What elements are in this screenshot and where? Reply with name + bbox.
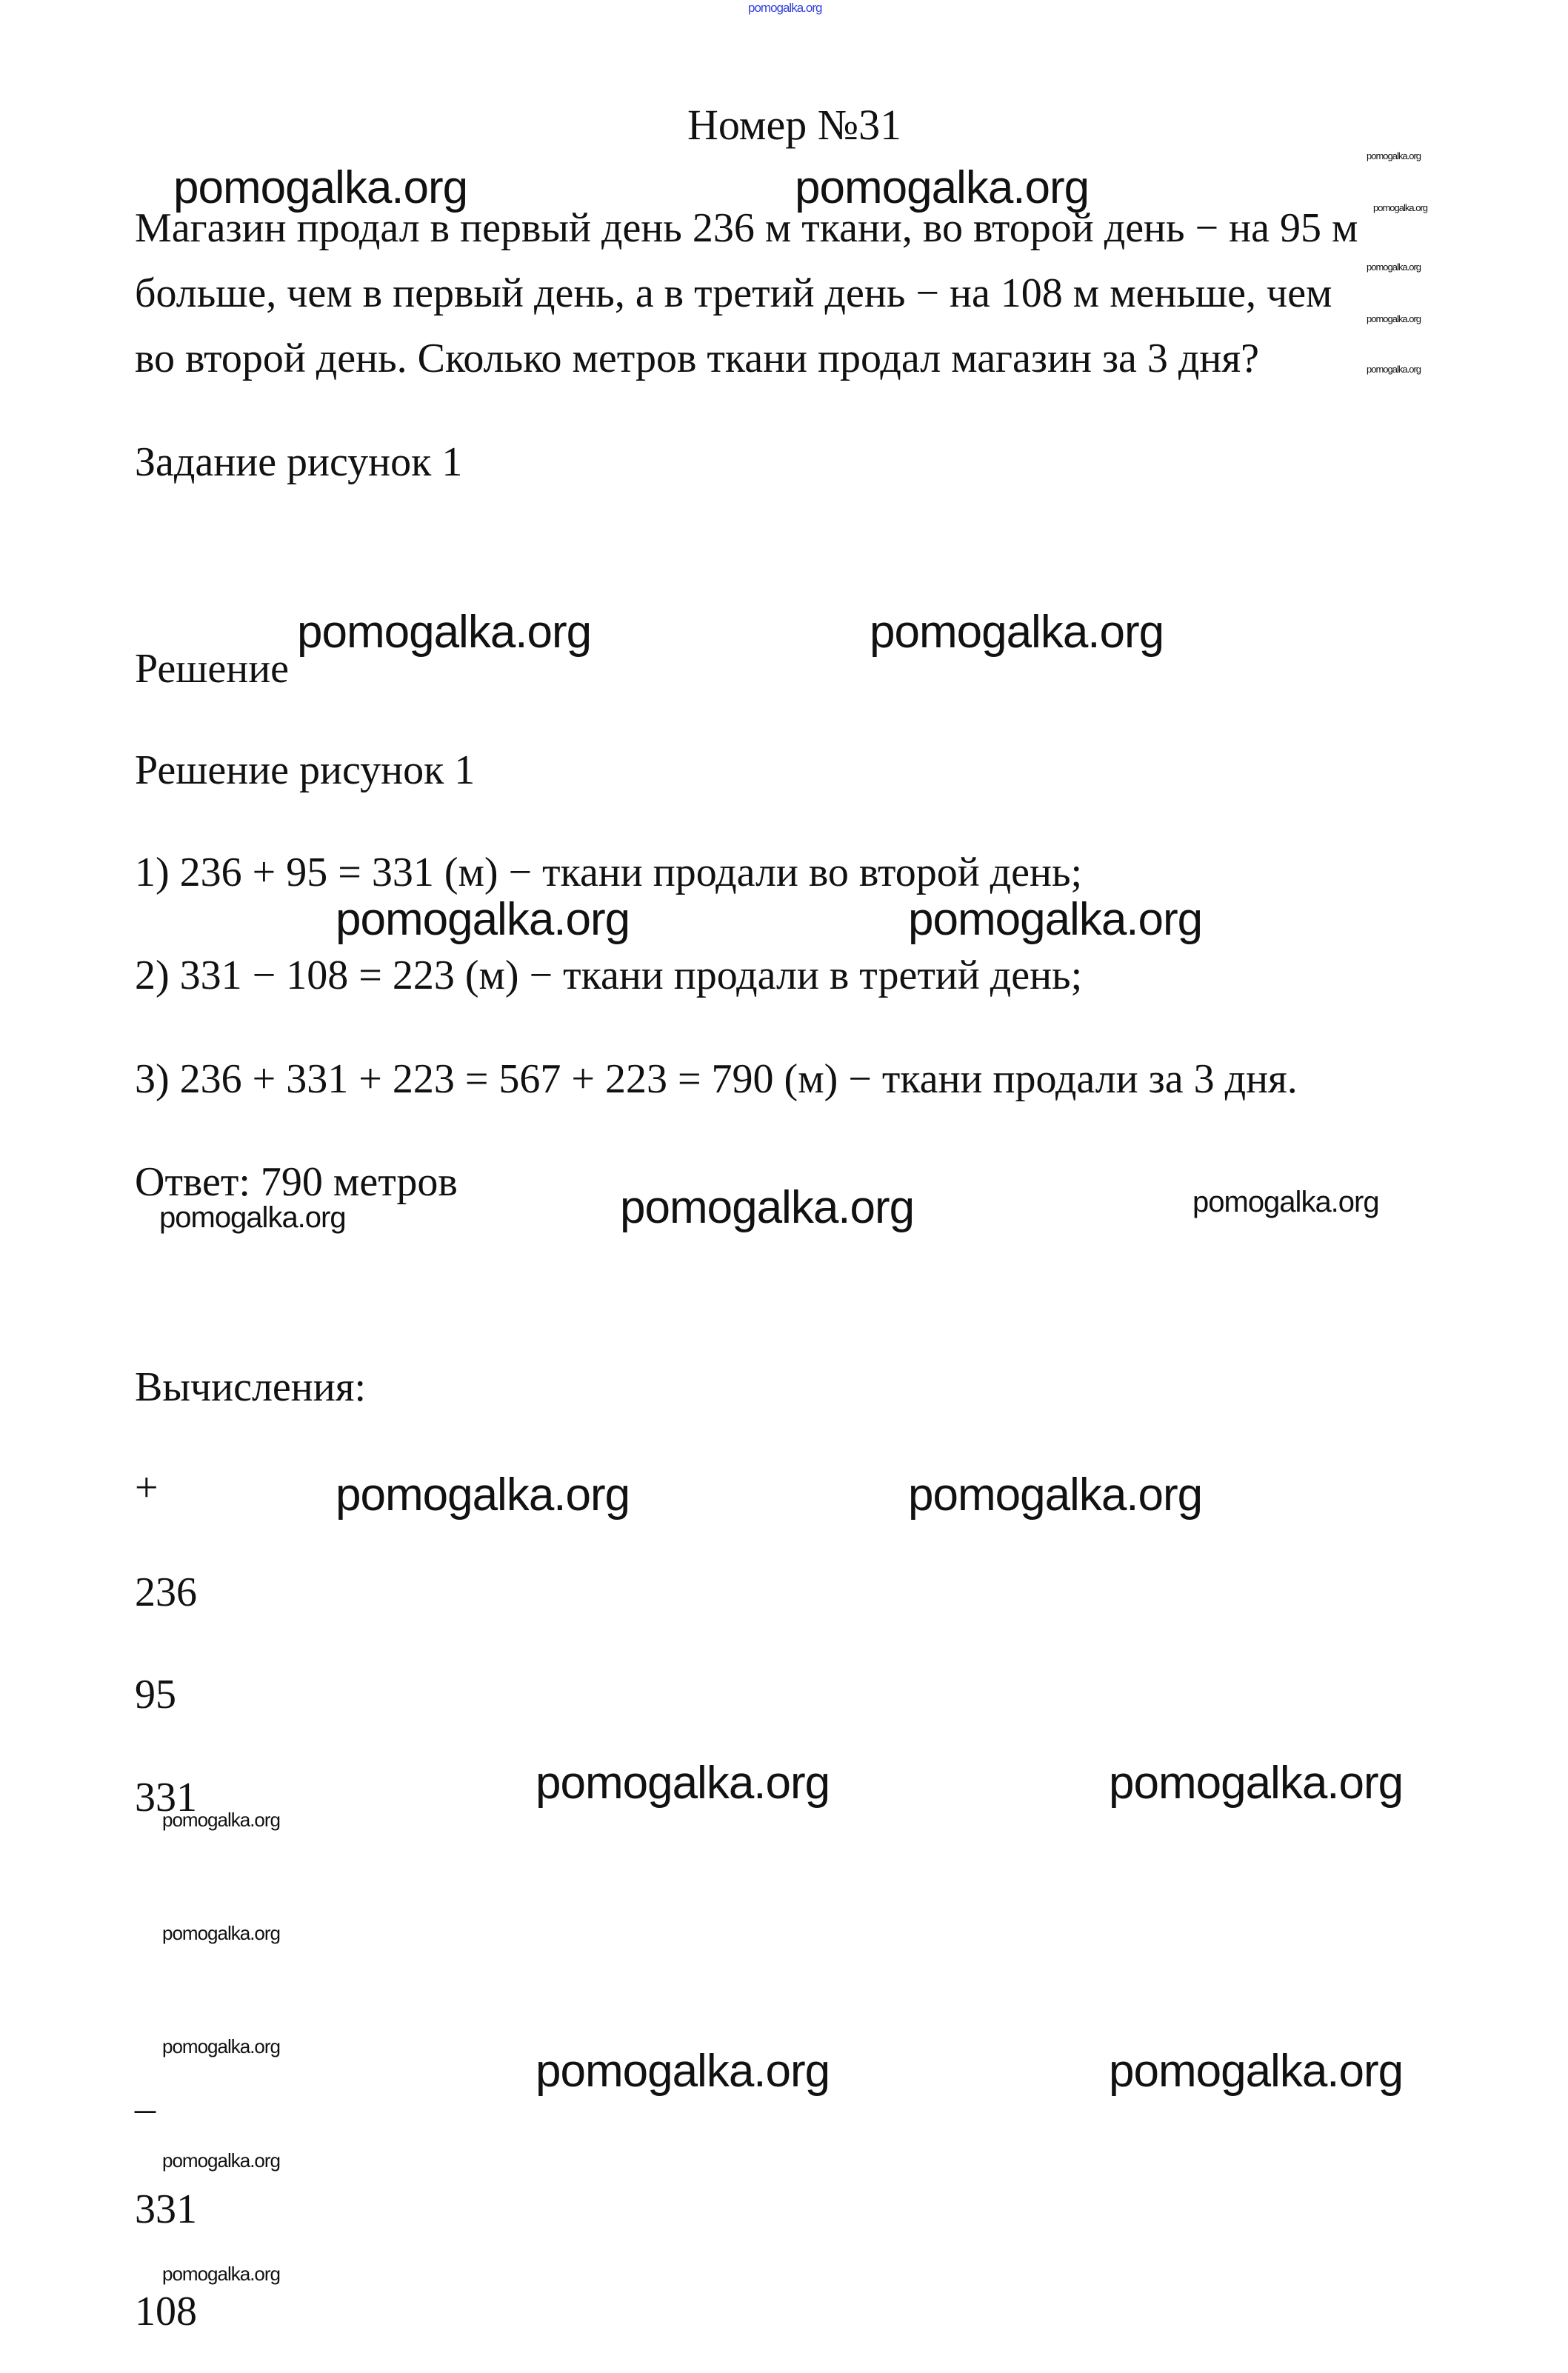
watermark: pomogalka.org [1109,2046,1404,2097]
watermark: pomogalka.org [1367,313,1421,324]
watermark: pomogalka.org [536,1758,830,1809]
watermark: pomogalka.org [162,1922,280,1944]
problem-line-2: больше, чем в первый день, а в третий день − на 108 м меньше, чем [135,270,1332,316]
watermark: pomogalka.org [162,2035,280,2057]
watermark: pomogalka.org [162,2263,280,2285]
watermark: pomogalka.org [1109,1758,1404,1809]
watermark: pomogalka.org [908,1469,1203,1521]
addition-result: 331 [135,1775,197,1820]
watermark: pomogalka.org [870,607,1164,658]
watermark: pomogalka.org [162,2149,280,2172]
watermark: pomogalka.org [1373,202,1427,213]
watermark: pomogalka.org [1367,261,1421,273]
watermark: pomogalka.org [908,894,1203,945]
task-figure-label: Задание рисунок 1 [135,439,463,485]
addition-operand-a: 236 [135,1569,197,1615]
watermark: pomogalka.org [336,1469,630,1521]
watermark: pomogalka.org [1367,150,1421,161]
watermark: pomogalka.org [297,607,592,658]
watermark: pomogalka.org [1192,1186,1379,1218]
watermark: pomogalka.org [159,1201,346,1234]
page-title: Номер №31 [687,101,902,149]
subtraction-operand-a: 331 [135,2186,197,2232]
solution-step-3: 3) 236 + 331 + 223 = 567 + 223 = 790 (м) − ткани продали за 3 дня. [135,1056,1298,1102]
solution-figure-label: Решение рисунок 1 [135,747,476,793]
watermark: pomogalka.org [336,894,630,945]
calculations-heading: Вычисления: [135,1364,367,1410]
answer: Ответ: 790 метров [135,1159,458,1205]
problem-line-1: Магазин продал в первый день 236 м ткани, во второй день − на 95 м [135,205,1358,251]
addition-operand-b: 95 [135,1672,176,1718]
watermark: pomogalka.org [162,1809,280,1831]
solution-step-1: 1) 236 + 95 = 331 (м) − ткани продали во второй день; [135,850,1083,895]
solution-step-2: 2) 331 − 108 = 223 (м) − ткани продали в третий день; [135,952,1083,998]
solution-heading: Решение [135,646,290,692]
subtraction-sign: _ [135,2072,156,2117]
subtraction-operand-b: 108 [135,2289,197,2334]
watermark: pomogalka.org [536,2046,830,2097]
addition-sign: + [135,1465,159,1511]
header-site-link[interactable]: pomogalka.org [748,1,822,15]
watermark: pomogalka.org [173,162,468,213]
watermark: pomogalka.org [620,1182,915,1233]
watermark: pomogalka.org [1367,364,1421,375]
watermark: pomogalka.org [795,162,1090,213]
problem-line-3: во второй день. Сколько метров ткани продал магазин за 3 дня? [135,336,1259,381]
